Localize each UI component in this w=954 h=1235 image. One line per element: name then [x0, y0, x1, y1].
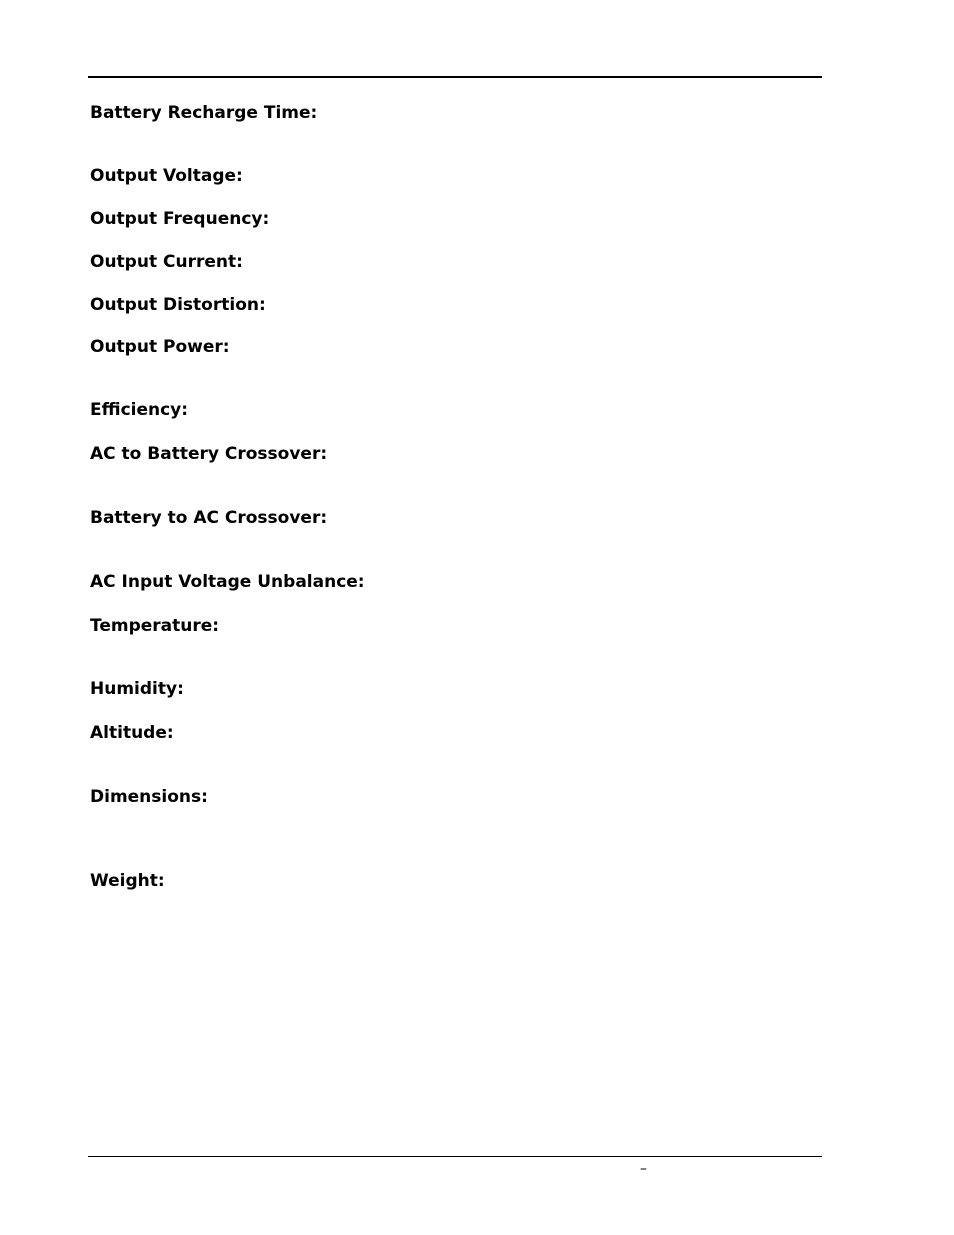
label-battery-to-ac-crossover: Battery to AC Crossover:	[90, 508, 328, 528]
label-weight: Weight:	[90, 871, 165, 891]
label-output-current: Output Current:	[90, 252, 243, 272]
label-efficiency: Efficiency:	[90, 400, 189, 420]
label-ac-input-voltage-unbalance: AC Input Voltage Unbalance:	[90, 572, 365, 592]
label-battery-recharge-time: Battery Recharge Time:	[90, 103, 318, 123]
footer-dash: –	[640, 1161, 647, 1177]
label-temperature: Temperature:	[90, 616, 220, 636]
spec-list	[90, 0, 790, 1235]
label-output-distortion: Output Distortion:	[90, 295, 266, 315]
label-ac-to-battery-crossover: AC to Battery Crossover:	[90, 444, 328, 464]
label-humidity: Humidity:	[90, 679, 184, 699]
label-output-power: Output Power:	[90, 337, 230, 357]
label-output-voltage: Output Voltage:	[90, 166, 243, 186]
label-dimensions: Dimensions:	[90, 787, 208, 807]
footer-rule	[88, 1156, 822, 1157]
label-altitude: Altitude:	[90, 723, 174, 743]
label-output-frequency: Output Frequency:	[90, 209, 270, 229]
